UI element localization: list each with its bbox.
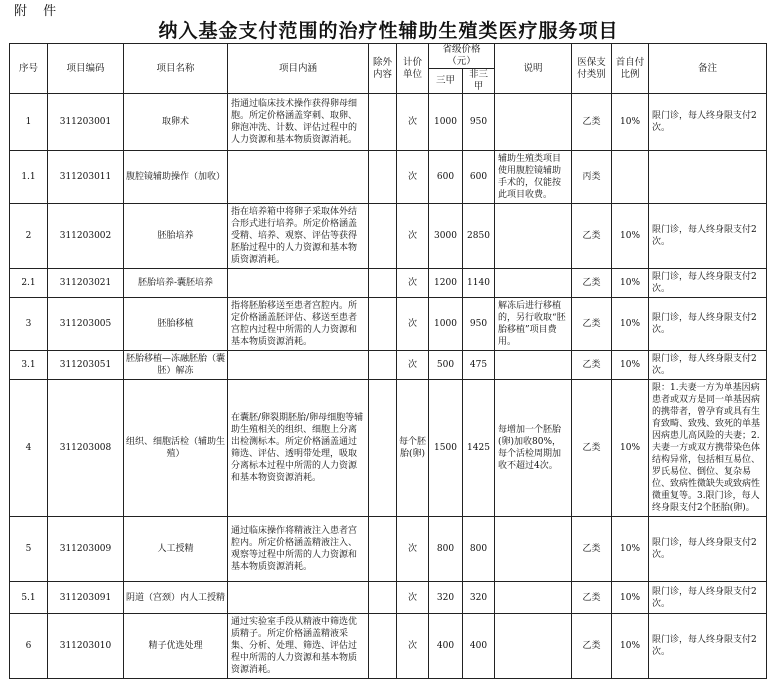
cell-price-non3a: 1425 [463,380,495,517]
cell-insurance-category: 乙类 [572,204,612,269]
cell-explanation [495,269,572,298]
header-insurance-category: 医保支付类别 [572,44,612,94]
cell-unit: 次 [397,582,429,614]
cell-code: 311203021 [48,269,124,298]
cell-price-3a: 1500 [429,380,463,517]
cell-code: 311203005 [48,298,124,351]
cell-content [228,351,369,380]
cell-excluded [369,380,397,517]
cell-explanation [495,614,572,679]
cell-insurance-category: 乙类 [572,614,612,679]
cell-excluded [369,94,397,151]
cell-price-3a: 500 [429,351,463,380]
cell-code: 311203001 [48,94,124,151]
header-remarks: 备注 [649,44,767,94]
table-row [10,269,767,298]
cell-explanation [495,351,572,380]
cell-unit: 次 [397,517,429,582]
cell-name: 人工授精 [124,517,228,582]
cell-remarks: 限门诊，每人终身限支付2次。 [649,517,767,582]
cell-seq: 5 [10,517,48,582]
cell-insurance-category: 乙类 [572,298,612,351]
cell-insurance-category: 乙类 [572,517,612,582]
cell-content: 指通过临床技术操作获得卵母细胞。所定价格涵盖穿刺、取卵、卵泡冲洗、计数、评估过程中的人力资源和基本物质资源消耗。 [228,94,369,151]
cell-name: 腹腔镜辅助操作（加收） [124,151,228,204]
cell-name: 组织、细胞活检（辅助生殖） [124,380,228,517]
cell-unit: 次 [397,94,429,151]
cell-explanation [495,204,572,269]
cell-content: 在囊胚/卵裂期胚胎/卵母细胞等辅助生殖相关的组织、细胞上分离出检测标本。所定价格涵盖通过筛选、评估、透明带处理，吸取分离标本过程中所需的人力资源和基本物资资源消耗。 [228,380,369,517]
cell-content [228,269,369,298]
cell-price-3a: 320 [429,582,463,614]
table-row [10,204,767,269]
cell-seq: 2.1 [10,269,48,298]
cell-remarks: 限门诊，每人终身限支付2次。 [649,298,767,351]
cell-self-pay-ratio: 10% [612,517,649,582]
cell-self-pay-ratio: 10% [612,94,649,151]
cell-seq: 1 [10,94,48,151]
cell-price-non3a: 475 [463,351,495,380]
cell-content: 通过临床操作将精液注入患者宫腔内。所定价格涵盖精液注入、观察等过程中所需的人力资源和基本物质资源消耗。 [228,517,369,582]
cell-explanation [495,94,572,151]
cell-explanation: 每增加一个胚胎(卵)加收80%，每个活检周期加收不超过4次。 [495,380,572,517]
cell-unit: 次 [397,298,429,351]
cell-explanation: 解冻后进行移植的，另行收取“胚胎移植”项目费用。 [495,298,572,351]
cell-remarks: 限门诊，每人终身限支付2次。 [649,204,767,269]
cell-seq: 4 [10,380,48,517]
cell-self-pay-ratio: 10% [612,298,649,351]
cell-code: 311203091 [48,582,124,614]
header-price-3a: 三甲 [429,69,463,94]
cell-price-non3a: 2850 [463,204,495,269]
table-row [10,151,767,204]
cell-code: 311203010 [48,614,124,679]
table-row [10,351,767,380]
cell-excluded [369,298,397,351]
cell-unit: 次 [397,351,429,380]
cell-code: 311203051 [48,351,124,380]
header-name: 项目名称 [124,44,228,94]
cell-unit: 次 [397,614,429,679]
cell-price-non3a: 800 [463,517,495,582]
header-explanation: 说明 [495,44,572,94]
cell-remarks: 限门诊，每人终身限支付2次。 [649,269,767,298]
cell-insurance-category: 乙类 [572,380,612,517]
table-row [10,380,767,517]
header-unit: 计价单位 [397,44,429,94]
cell-explanation [495,517,572,582]
table-row [10,517,767,582]
cell-excluded [369,269,397,298]
cell-seq: 5.1 [10,582,48,614]
cell-name: 胚胎培养 [124,204,228,269]
cell-seq: 1.1 [10,151,48,204]
cell-insurance-category: 乙类 [572,94,612,151]
cell-price-non3a: 320 [463,582,495,614]
cell-excluded [369,582,397,614]
cell-price-non3a: 950 [463,94,495,151]
cell-code: 311203002 [48,204,124,269]
page-title: 纳入基金支付范围的治疗性辅助生殖类医疗服务项目 [158,20,619,42]
cell-self-pay-ratio: 10% [612,204,649,269]
cell-price-3a: 800 [429,517,463,582]
cell-self-pay-ratio: 10% [612,269,649,298]
cell-name: 胚胎移植 [124,298,228,351]
cell-unit: 次 [397,151,429,204]
cell-name: 取卵术 [124,94,228,151]
cell-content [228,582,369,614]
annex-label: 附 件 [14,4,63,19]
cell-remarks: 限：1.夫妻一方为单基因病患者或双方是同一单基因病的携带者，曾孕育或具有生育致畸、致残、致死的单基因病患儿高风险的夫妻；2.夫妻一方或双方携带染色体结构异常，包括相互易位、罗氏易位、倒位、复杂易位、致病性微缺失或致病性微重复等。3.限门诊，每人终身限支付2个胚胎(卵)。 [649,380,767,517]
cell-content [228,151,369,204]
cell-excluded [369,614,397,679]
cell-self-pay-ratio: 10% [612,380,649,517]
cell-price-non3a: 600 [463,151,495,204]
cell-unit: 次 [397,269,429,298]
header-self-pay-ratio: 首自付比例 [612,44,649,94]
cell-remarks [649,151,767,204]
cell-remarks: 限门诊，每人终身限支付2次。 [649,351,767,380]
cell-price-3a: 1000 [429,298,463,351]
cell-price-3a: 1200 [429,269,463,298]
cell-insurance-category: 乙类 [572,582,612,614]
cell-insurance-category: 乙类 [572,269,612,298]
table-row [10,582,767,614]
cell-price-non3a: 400 [463,614,495,679]
header-price-non3a: 非三甲 [463,69,495,94]
cell-content: 指在培养箱中将卵子采取体外结合形式进行培养。所定价格涵盖受精、培养、观察、评估等获得胚胎过程中的人力资源和基本物质资源消耗。 [228,204,369,269]
cell-code: 311203011 [48,151,124,204]
cell-excluded [369,204,397,269]
cell-remarks: 限门诊，每人终身限支付2次。 [649,582,767,614]
cell-name: 精子优选处理 [124,614,228,679]
cell-name: 胚胎培养-囊胚培养 [124,269,228,298]
cell-code: 311203008 [48,380,124,517]
header-seq: 序号 [10,44,48,94]
table-row [10,614,767,679]
cell-name: 胚胎移植—冻融胚胎（囊胚）解冻 [124,351,228,380]
cell-insurance-category: 乙类 [572,351,612,380]
service-items-table [9,43,767,679]
cell-self-pay-ratio [612,151,649,204]
header-code: 项目编码 [48,44,124,94]
table-row [10,94,767,151]
cell-price-3a: 600 [429,151,463,204]
cell-remarks: 限门诊，每人终身限支付2次。 [649,614,767,679]
cell-price-3a: 3000 [429,204,463,269]
header-price: 省级价格（元） [429,44,495,69]
cell-price-non3a: 1140 [463,269,495,298]
cell-unit: 每个胚胎(卵) [397,380,429,517]
cell-remarks: 限门诊，每人终身限支付2次。 [649,94,767,151]
cell-excluded [369,517,397,582]
cell-content: 通过实验室手段从精液中筛选优质精子。所定价格涵盖精液采集、分析、处理、筛选、评估过程中所需的人力资源和基本物质资源消耗。 [228,614,369,679]
cell-seq: 6 [10,614,48,679]
header-content: 项目内涵 [228,44,369,94]
cell-price-non3a: 950 [463,298,495,351]
cell-explanation: 辅助生殖类项目使用腹腔镜辅助手术的，仅能按此项目收费。 [495,151,572,204]
cell-name: 阴道（宫颈）内人工授精 [124,582,228,614]
table-row [10,298,767,351]
cell-excluded [369,351,397,380]
cell-insurance-category: 丙类 [572,151,612,204]
cell-seq: 3.1 [10,351,48,380]
cell-unit: 次 [397,204,429,269]
header-excluded: 除外内容 [369,44,397,94]
cell-price-3a: 1000 [429,94,463,151]
cell-price-3a: 400 [429,614,463,679]
cell-self-pay-ratio: 10% [612,614,649,679]
cell-self-pay-ratio: 10% [612,351,649,380]
cell-content: 指将胚胎移送至患者宫腔内。所定价格涵盖胚评估、移送至患者宫腔内过程中所需的人力资源和基本物质资源消耗。 [228,298,369,351]
cell-explanation [495,582,572,614]
cell-excluded [369,151,397,204]
cell-code: 311203009 [48,517,124,582]
cell-seq: 3 [10,298,48,351]
cell-seq: 2 [10,204,48,269]
cell-self-pay-ratio: 10% [612,582,649,614]
